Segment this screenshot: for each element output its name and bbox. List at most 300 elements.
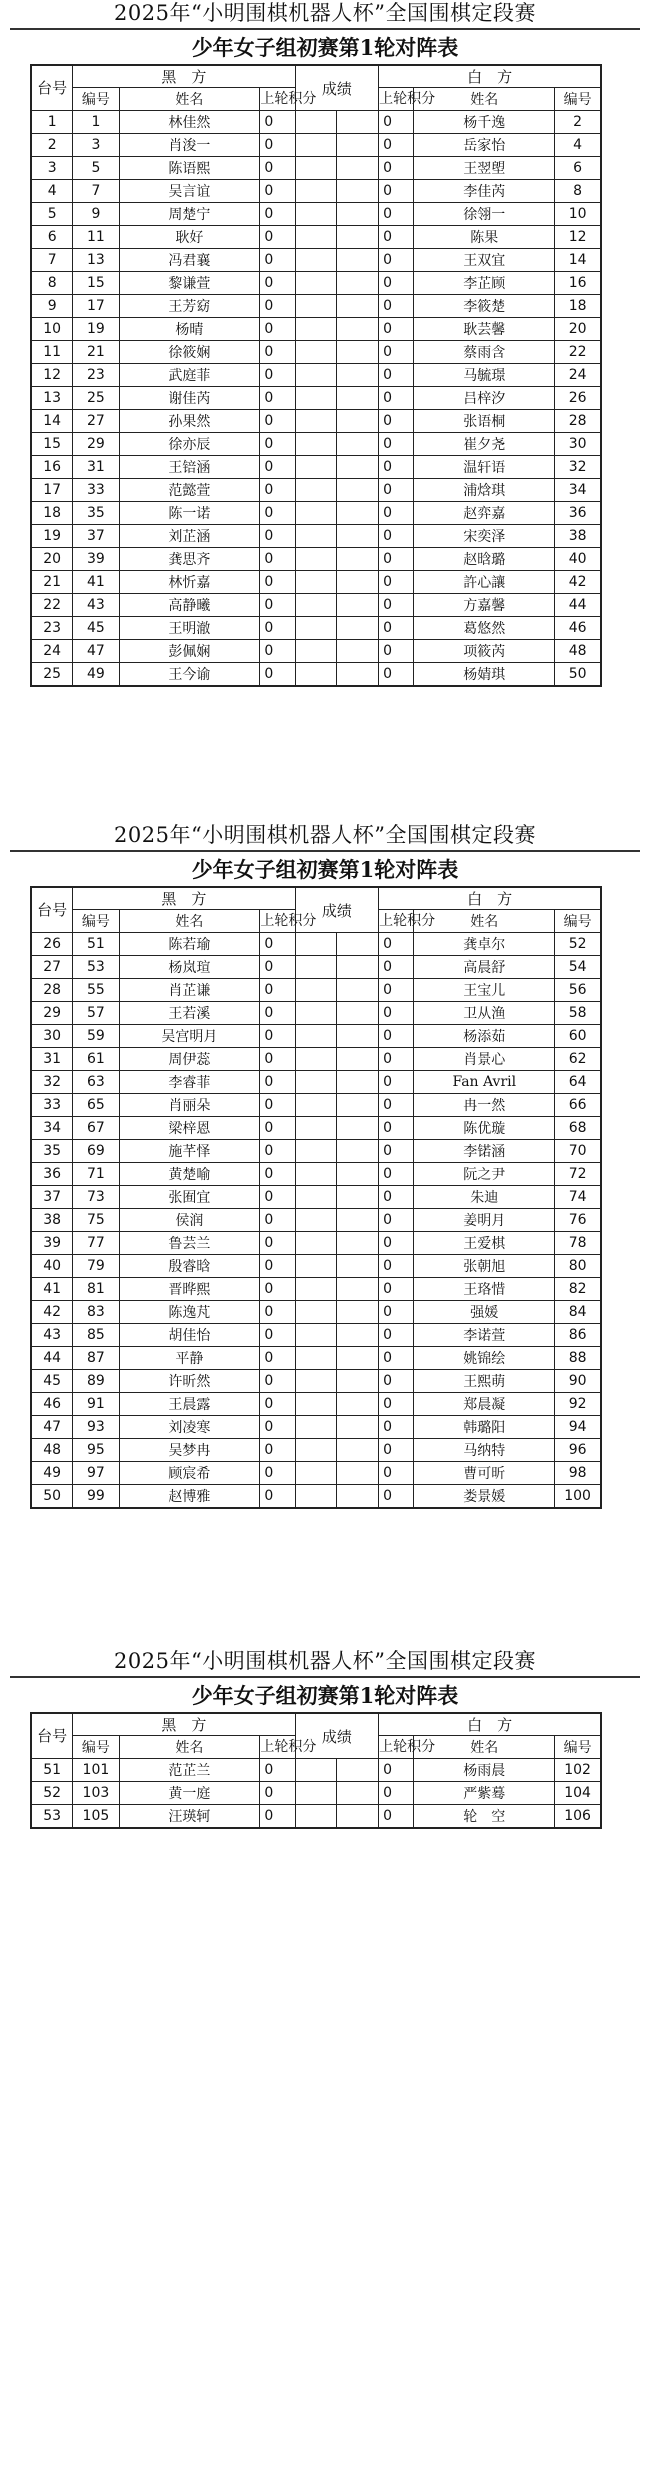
header-white-prev-points: 上轮积分 xyxy=(379,1736,414,1759)
black-player-number: 43 xyxy=(73,594,119,617)
pairing-row xyxy=(31,502,601,525)
result-cell-black xyxy=(295,594,337,617)
black-prev-points: 0 xyxy=(260,956,295,979)
result-cell-black xyxy=(295,341,337,364)
result-cell-white xyxy=(337,548,379,571)
header-board: 台号 xyxy=(31,65,73,111)
black-player-name: 吴言谊 xyxy=(119,180,260,203)
result-cell-black xyxy=(295,548,337,571)
board-number: 25 xyxy=(31,663,73,687)
result-cell-black xyxy=(295,1393,337,1416)
white-prev-points: 0 xyxy=(379,640,414,663)
black-player-number: 27 xyxy=(73,410,119,433)
black-player-name: 梁梓恩 xyxy=(119,1117,260,1140)
white-player-name: 冉一然 xyxy=(414,1094,555,1117)
result-cell-black xyxy=(295,157,337,180)
white-prev-points: 0 xyxy=(379,571,414,594)
black-player-name: 黎谦萱 xyxy=(119,272,260,295)
black-player-number: 59 xyxy=(73,1025,119,1048)
black-player-name: 耿好 xyxy=(119,226,260,249)
black-prev-points: 0 xyxy=(260,1186,295,1209)
pairing-row xyxy=(31,1301,601,1324)
white-prev-points: 0 xyxy=(379,364,414,387)
result-cell-white xyxy=(337,1094,379,1117)
pairing-row xyxy=(31,571,601,594)
white-player-name: 李筱楚 xyxy=(414,295,555,318)
pairing-row xyxy=(31,1232,601,1255)
white-player-number: 34 xyxy=(555,479,601,502)
black-player-name: 晋晔熙 xyxy=(119,1278,260,1301)
white-prev-points: 0 xyxy=(379,1025,414,1048)
white-prev-points: 0 xyxy=(379,1255,414,1278)
header-black: 黑 方 xyxy=(73,1713,295,1736)
white-player-name: 轮 空 xyxy=(414,1805,555,1829)
white-player-name: 浦焓琪 xyxy=(414,479,555,502)
board-number: 46 xyxy=(31,1393,73,1416)
result-cell-white xyxy=(337,1759,379,1782)
black-player-number: 11 xyxy=(73,226,119,249)
result-cell-black xyxy=(295,1805,337,1829)
pairing-row xyxy=(31,203,601,226)
white-player-name: 蔡雨含 xyxy=(414,341,555,364)
result-cell-black xyxy=(295,1782,337,1805)
white-player-name: 杨添茹 xyxy=(414,1025,555,1048)
black-player-name: 王晨露 xyxy=(119,1393,260,1416)
black-prev-points: 0 xyxy=(260,1301,295,1324)
board-number: 37 xyxy=(31,1186,73,1209)
result-cell-white xyxy=(337,1002,379,1025)
white-prev-points: 0 xyxy=(379,1163,414,1186)
black-player-name: 徐筱娴 xyxy=(119,341,260,364)
black-player-number: 79 xyxy=(73,1255,119,1278)
pairing-row xyxy=(31,134,601,157)
black-player-number: 63 xyxy=(73,1071,119,1094)
black-player-name: 胡佳怡 xyxy=(119,1324,260,1347)
pairing-row xyxy=(31,410,601,433)
pairing-rows xyxy=(31,111,601,687)
white-player-number: 50 xyxy=(555,663,601,687)
white-prev-points: 0 xyxy=(379,1048,414,1071)
black-prev-points: 0 xyxy=(260,1324,295,1347)
black-player-name: 肖芷谦 xyxy=(119,979,260,1002)
black-player-name: 王若溪 xyxy=(119,1002,260,1025)
black-player-name: 林佳然 xyxy=(119,111,260,134)
result-cell-white xyxy=(337,1232,379,1255)
board-number: 20 xyxy=(31,548,73,571)
black-player-name: 李睿菲 xyxy=(119,1071,260,1094)
result-cell-white xyxy=(337,1117,379,1140)
black-player-number: 49 xyxy=(73,663,119,687)
black-player-number: 65 xyxy=(73,1094,119,1117)
black-prev-points: 0 xyxy=(260,111,295,134)
white-prev-points: 0 xyxy=(379,341,414,364)
white-player-number: 102 xyxy=(555,1759,601,1782)
white-prev-points: 0 xyxy=(379,1759,414,1782)
black-player-number: 73 xyxy=(73,1186,119,1209)
white-player-name: 杨婧琪 xyxy=(414,663,555,687)
result-cell-black xyxy=(295,1071,337,1094)
black-player-number: 21 xyxy=(73,341,119,364)
white-player-number: 72 xyxy=(555,1163,601,1186)
pairing-row xyxy=(31,341,601,364)
result-cell-white xyxy=(337,617,379,640)
white-prev-points: 0 xyxy=(379,1301,414,1324)
white-player-number: 26 xyxy=(555,387,601,410)
black-player-number: 103 xyxy=(73,1782,119,1805)
result-cell-black xyxy=(295,1462,337,1485)
pairing-row xyxy=(31,1002,601,1025)
white-player-name: 李佳芮 xyxy=(414,180,555,203)
white-player-number: 48 xyxy=(555,640,601,663)
black-player-number: 71 xyxy=(73,1163,119,1186)
black-player-number: 29 xyxy=(73,433,119,456)
pairing-row xyxy=(31,617,601,640)
white-player-number: 62 xyxy=(555,1048,601,1071)
result-cell-white xyxy=(337,272,379,295)
black-player-number: 7 xyxy=(73,180,119,203)
pairing-row xyxy=(31,1439,601,1462)
pairing-row xyxy=(31,180,601,203)
black-player-number: 53 xyxy=(73,956,119,979)
result-cell-black xyxy=(295,272,337,295)
result-cell-black xyxy=(295,1117,337,1140)
black-player-name: 陈若瑜 xyxy=(119,933,260,956)
black-player-name: 肖丽朵 xyxy=(119,1094,260,1117)
result-cell-white xyxy=(337,1782,379,1805)
white-player-number: 98 xyxy=(555,1462,601,1485)
black-prev-points: 0 xyxy=(260,1393,295,1416)
event-title: 2025年“小明围棋机器人杯”全国围棋定段赛 xyxy=(114,1649,536,1673)
board-number: 51 xyxy=(31,1759,73,1782)
header-white-name: 姓名 xyxy=(414,1736,555,1759)
result-cell-black xyxy=(295,571,337,594)
result-cell-white xyxy=(337,1186,379,1209)
pairing-rows xyxy=(31,1759,601,1829)
result-cell-black xyxy=(295,640,337,663)
black-prev-points: 0 xyxy=(260,1025,295,1048)
header-white: 白 方 xyxy=(379,65,601,88)
white-player-number: 66 xyxy=(555,1094,601,1117)
black-player-name: 武庭菲 xyxy=(119,364,260,387)
white-player-number: 12 xyxy=(555,226,601,249)
white-player-number: 36 xyxy=(555,502,601,525)
board-number: 8 xyxy=(31,272,73,295)
black-prev-points: 0 xyxy=(260,1485,295,1509)
black-prev-points: 0 xyxy=(260,1209,295,1232)
white-player-name: 赵晗璐 xyxy=(414,548,555,571)
result-cell-white xyxy=(337,525,379,548)
pairing-row xyxy=(31,1485,601,1509)
white-player-name: 娄景媛 xyxy=(414,1485,555,1509)
white-player-name: 姜明月 xyxy=(414,1209,555,1232)
white-prev-points: 0 xyxy=(379,1232,414,1255)
result-cell-white xyxy=(337,157,379,180)
result-cell-white xyxy=(337,1140,379,1163)
pairing-row xyxy=(31,364,601,387)
result-cell-black xyxy=(295,1255,337,1278)
black-player-number: 95 xyxy=(73,1439,119,1462)
board-number: 22 xyxy=(31,594,73,617)
white-player-number: 100 xyxy=(555,1485,601,1509)
result-cell-black xyxy=(295,502,337,525)
black-prev-points: 0 xyxy=(260,479,295,502)
black-player-number: 81 xyxy=(73,1278,119,1301)
black-prev-points: 0 xyxy=(260,502,295,525)
board-number: 10 xyxy=(31,318,73,341)
header-black-prev-points: 上轮积分 xyxy=(260,88,295,111)
black-player-number: 33 xyxy=(73,479,119,502)
black-prev-points: 0 xyxy=(260,1048,295,1071)
board-number: 11 xyxy=(31,341,73,364)
white-player-name: 王珞惜 xyxy=(414,1278,555,1301)
title-rule xyxy=(10,28,640,30)
event-title: 2025年“小明围棋机器人杯”全国围棋定段赛 xyxy=(114,823,536,847)
black-player-name: 平静 xyxy=(119,1347,260,1370)
white-prev-points: 0 xyxy=(379,1462,414,1485)
white-player-number: 16 xyxy=(555,272,601,295)
pairing-row xyxy=(31,1782,601,1805)
black-player-number: 45 xyxy=(73,617,119,640)
black-prev-points: 0 xyxy=(260,157,295,180)
white-player-number: 38 xyxy=(555,525,601,548)
result-cell-white xyxy=(337,364,379,387)
pairing-table xyxy=(30,64,602,687)
pairing-row xyxy=(31,1416,601,1439)
black-player-name: 陈逸芃 xyxy=(119,1301,260,1324)
result-cell-white xyxy=(337,1485,379,1509)
black-prev-points: 0 xyxy=(260,249,295,272)
white-player-number: 82 xyxy=(555,1278,601,1301)
white-prev-points: 0 xyxy=(379,479,414,502)
white-player-number: 2 xyxy=(555,111,601,134)
result-cell-black xyxy=(295,1163,337,1186)
white-player-name: 李诺萱 xyxy=(414,1324,555,1347)
black-prev-points: 0 xyxy=(260,1805,295,1829)
result-cell-white xyxy=(337,571,379,594)
white-prev-points: 0 xyxy=(379,1782,414,1805)
black-player-number: 25 xyxy=(73,387,119,410)
header-black-name: 姓名 xyxy=(119,1736,260,1759)
black-prev-points: 0 xyxy=(260,594,295,617)
pairing-row xyxy=(31,1048,601,1071)
black-prev-points: 0 xyxy=(260,226,295,249)
result-cell-white xyxy=(337,1025,379,1048)
black-prev-points: 0 xyxy=(260,663,295,687)
white-player-name: 朱迪 xyxy=(414,1186,555,1209)
result-cell-white xyxy=(337,1324,379,1347)
white-player-number: 92 xyxy=(555,1393,601,1416)
white-prev-points: 0 xyxy=(379,1278,414,1301)
pairing-row xyxy=(31,1140,601,1163)
result-cell-black xyxy=(295,226,337,249)
board-number: 29 xyxy=(31,1002,73,1025)
white-player-name: 宋奕泽 xyxy=(414,525,555,548)
result-cell-black xyxy=(295,1140,337,1163)
white-player-number: 94 xyxy=(555,1416,601,1439)
pairing-row xyxy=(31,1393,601,1416)
result-cell-black xyxy=(295,1324,337,1347)
board-number: 35 xyxy=(31,1140,73,1163)
white-player-number: 10 xyxy=(555,203,601,226)
result-cell-black xyxy=(295,1232,337,1255)
white-prev-points: 0 xyxy=(379,1140,414,1163)
white-player-number: 96 xyxy=(555,1439,601,1462)
result-cell-white xyxy=(337,1805,379,1829)
result-cell-white xyxy=(337,1209,379,1232)
board-number: 52 xyxy=(31,1782,73,1805)
board-number: 28 xyxy=(31,979,73,1002)
result-cell-black xyxy=(295,1094,337,1117)
board-number: 44 xyxy=(31,1347,73,1370)
black-player-name: 黄一庭 xyxy=(119,1782,260,1805)
pairing-page-1 xyxy=(0,0,650,687)
white-player-name: 杨千逸 xyxy=(414,111,555,134)
black-player-number: 3 xyxy=(73,134,119,157)
white-player-name: 马纳特 xyxy=(414,1439,555,1462)
pairing-row xyxy=(31,1094,601,1117)
black-player-name: 林忻嘉 xyxy=(119,571,260,594)
result-cell-black xyxy=(295,1416,337,1439)
result-cell-white xyxy=(337,1163,379,1186)
result-cell-white xyxy=(337,387,379,410)
board-number: 16 xyxy=(31,456,73,479)
result-cell-black xyxy=(295,1485,337,1509)
pairing-row xyxy=(31,318,601,341)
white-player-name: 赵弈嘉 xyxy=(414,502,555,525)
white-player-number: 28 xyxy=(555,410,601,433)
black-prev-points: 0 xyxy=(260,1071,295,1094)
pairing-row xyxy=(31,387,601,410)
pairing-row xyxy=(31,226,601,249)
black-player-number: 57 xyxy=(73,1002,119,1025)
board-number: 14 xyxy=(31,410,73,433)
black-player-name: 龚思齐 xyxy=(119,548,260,571)
white-player-name: 耿芸馨 xyxy=(414,318,555,341)
board-number: 23 xyxy=(31,617,73,640)
white-prev-points: 0 xyxy=(379,1094,414,1117)
white-player-number: 6 xyxy=(555,157,601,180)
black-player-number: 105 xyxy=(73,1805,119,1829)
board-number: 33 xyxy=(31,1094,73,1117)
white-player-name: 王爱棋 xyxy=(414,1232,555,1255)
header-black-name: 姓名 xyxy=(119,910,260,933)
white-prev-points: 0 xyxy=(379,663,414,687)
white-player-name: 王双宜 xyxy=(414,249,555,272)
white-prev-points: 0 xyxy=(379,226,414,249)
result-cell-black xyxy=(295,433,337,456)
pairing-row xyxy=(31,295,601,318)
result-cell-black xyxy=(295,203,337,226)
black-player-number: 41 xyxy=(73,571,119,594)
black-prev-points: 0 xyxy=(260,1782,295,1805)
board-number: 38 xyxy=(31,1209,73,1232)
board-number: 48 xyxy=(31,1439,73,1462)
black-player-name: 徐亦辰 xyxy=(119,433,260,456)
black-player-number: 77 xyxy=(73,1232,119,1255)
white-player-name: 卫从渔 xyxy=(414,1002,555,1025)
result-cell-black xyxy=(295,1278,337,1301)
pairing-row xyxy=(31,594,601,617)
black-prev-points: 0 xyxy=(260,979,295,1002)
black-prev-points: 0 xyxy=(260,272,295,295)
white-prev-points: 0 xyxy=(379,318,414,341)
header-result: 成绩 xyxy=(295,1713,379,1759)
white-prev-points: 0 xyxy=(379,525,414,548)
board-number: 5 xyxy=(31,203,73,226)
header-black-prev-points: 上轮积分 xyxy=(260,910,295,933)
white-player-number: 58 xyxy=(555,1002,601,1025)
board-number: 42 xyxy=(31,1301,73,1324)
board-number: 18 xyxy=(31,502,73,525)
result-cell-white xyxy=(337,341,379,364)
result-cell-black xyxy=(295,1759,337,1782)
white-prev-points: 0 xyxy=(379,548,414,571)
black-prev-points: 0 xyxy=(260,341,295,364)
white-prev-points: 0 xyxy=(379,134,414,157)
black-player-name: 许昕然 xyxy=(119,1370,260,1393)
result-cell-white xyxy=(337,1301,379,1324)
result-cell-black xyxy=(295,933,337,956)
header-white-number: 编号 xyxy=(555,88,601,111)
title-rule xyxy=(10,1676,640,1678)
result-cell-black xyxy=(295,1025,337,1048)
header-black-name: 姓名 xyxy=(119,88,260,111)
result-cell-white xyxy=(337,640,379,663)
white-player-number: 76 xyxy=(555,1209,601,1232)
pairing-row xyxy=(31,1370,601,1393)
white-player-number: 22 xyxy=(555,341,601,364)
black-prev-points: 0 xyxy=(260,1094,295,1117)
white-player-number: 32 xyxy=(555,456,601,479)
result-cell-white xyxy=(337,1416,379,1439)
result-cell-black xyxy=(295,956,337,979)
board-number: 50 xyxy=(31,1485,73,1509)
pairing-page-2 xyxy=(0,822,650,1509)
white-prev-points: 0 xyxy=(379,594,414,617)
black-player-number: 93 xyxy=(73,1416,119,1439)
white-prev-points: 0 xyxy=(379,1117,414,1140)
header-black-number: 编号 xyxy=(73,1736,119,1759)
white-player-number: 46 xyxy=(555,617,601,640)
pairing-row xyxy=(31,1163,601,1186)
board-number: 21 xyxy=(31,571,73,594)
result-cell-black xyxy=(295,364,337,387)
header-black: 黑 方 xyxy=(73,887,295,910)
black-player-name: 陈语熙 xyxy=(119,157,260,180)
result-cell-white xyxy=(337,433,379,456)
black-player-number: 83 xyxy=(73,1301,119,1324)
result-cell-black xyxy=(295,979,337,1002)
result-cell-black xyxy=(295,318,337,341)
black-player-name: 王今谕 xyxy=(119,663,260,687)
white-player-name: 韩璐阳 xyxy=(414,1416,555,1439)
result-cell-white xyxy=(337,226,379,249)
white-prev-points: 0 xyxy=(379,502,414,525)
black-player-name: 刘凌寒 xyxy=(119,1416,260,1439)
black-prev-points: 0 xyxy=(260,548,295,571)
white-player-name: 王翌塱 xyxy=(414,157,555,180)
white-player-number: 42 xyxy=(555,571,601,594)
white-player-number: 74 xyxy=(555,1186,601,1209)
black-prev-points: 0 xyxy=(260,410,295,433)
black-player-number: 87 xyxy=(73,1347,119,1370)
title-rule xyxy=(10,850,640,852)
board-number: 31 xyxy=(31,1048,73,1071)
pairing-row xyxy=(31,1186,601,1209)
white-player-name: Fan Avril xyxy=(414,1071,555,1094)
white-player-name: 曹可昕 xyxy=(414,1462,555,1485)
white-prev-points: 0 xyxy=(379,1393,414,1416)
